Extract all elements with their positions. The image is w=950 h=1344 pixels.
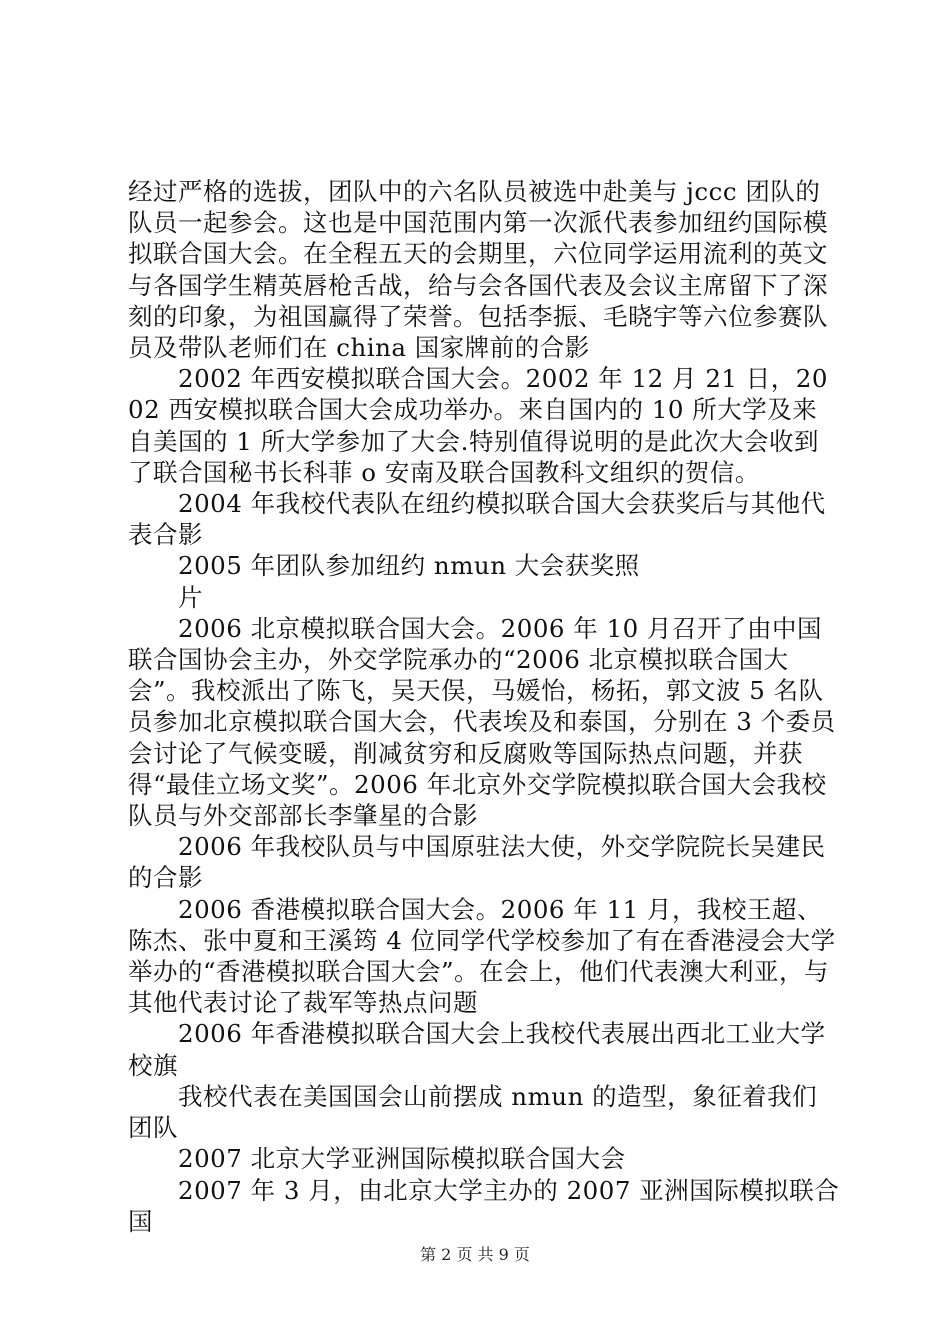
paragraph-12: 2007 年 3 月，由北京大学主办的 2007 亚洲国际模拟联合国 — [128, 1175, 840, 1236]
paragraph-6: 2006 北京模拟联合国大会。2006 年 10 月召开了由中国联合国协会主办，外交学院承办的“2006 北京模拟联合国大会”。我校派出了陈飞，吴天俣，马媛怡，杨拓，郭文波 5 名队员参加北京模拟联合国大会，代表埃及和泰国，分别在 3 个委员会讨论了气候变暖，削减贫穷和反腐败等国际热点问题，并获得“最佳立场文奖”。2006 年北京外交学院模拟联合国大会我校队员与外交部部长李肇星的合影 — [128, 613, 836, 831]
paragraph-3: 2004 年我校代表队在纽约模拟联合国大会获奖后与其他代表合影 — [128, 489, 826, 550]
document-body — [128, 176, 840, 1237]
paragraph-9: 2006 年香港模拟联合国大会上我校代表展出西北工业大学校旗 — [128, 1019, 826, 1080]
page-footer: 第 2 页 共 9 页 — [420, 1245, 530, 1264]
paragraph-7: 2006 年我校队员与中国原驻法大使，外交学院院长吴建民的合影 — [128, 832, 826, 893]
paragraph-2: 2002 年西安模拟联合国大会。2002 年 12 月 21 日，2002 西安模拟联合国大会成功举办。来自国内的 10 所大学及来自美国的 1 所大学参加了大会.特别值得说明的是此次大会收到了联合国秘书长科菲 o 安南及联合国教科文组织的贺信。 — [128, 364, 828, 487]
paragraph-10: 我校代表在美国国会山前摆成 nmun 的造型，象征着我们团队 — [128, 1081, 818, 1143]
paragraph-11: 2007 北京大学亚洲国际模拟联合国大会 — [178, 1144, 626, 1174]
paragraph-8: 2006 香港模拟联合国大会。2006 年 11 月，我校王超、陈杰、张中夏和王溪筠 4 位同学代学校参加了有在香港浸会大学举办的“香港模拟联合国大会”。在会上，他们代表澳大利亚，与其他代表讨论了裁军等热点问题 — [128, 894, 836, 1018]
paragraph-4: 2005 年团队参加纽约 nmun 大会获奖照 — [178, 551, 640, 581]
paragraph-5: 片 — [178, 582, 203, 612]
paragraph-1: 经过严格的选拔，团队中的六名队员被选中赴美与 jccc 团队的队员一起参会。这也是中国范围内第一次派代表参加纽约国际模拟联合国大会。在全程五天的会期里，六位同学运用流利的英文与各国学生精英唇枪舌战，给与会各国代表及会议主席留下了深刻的印象，为祖国赢得了荣誉。包括李振、毛晓宇等六位参赛队员及带队老师们在 china 国家牌前的合影 — [128, 177, 828, 363]
